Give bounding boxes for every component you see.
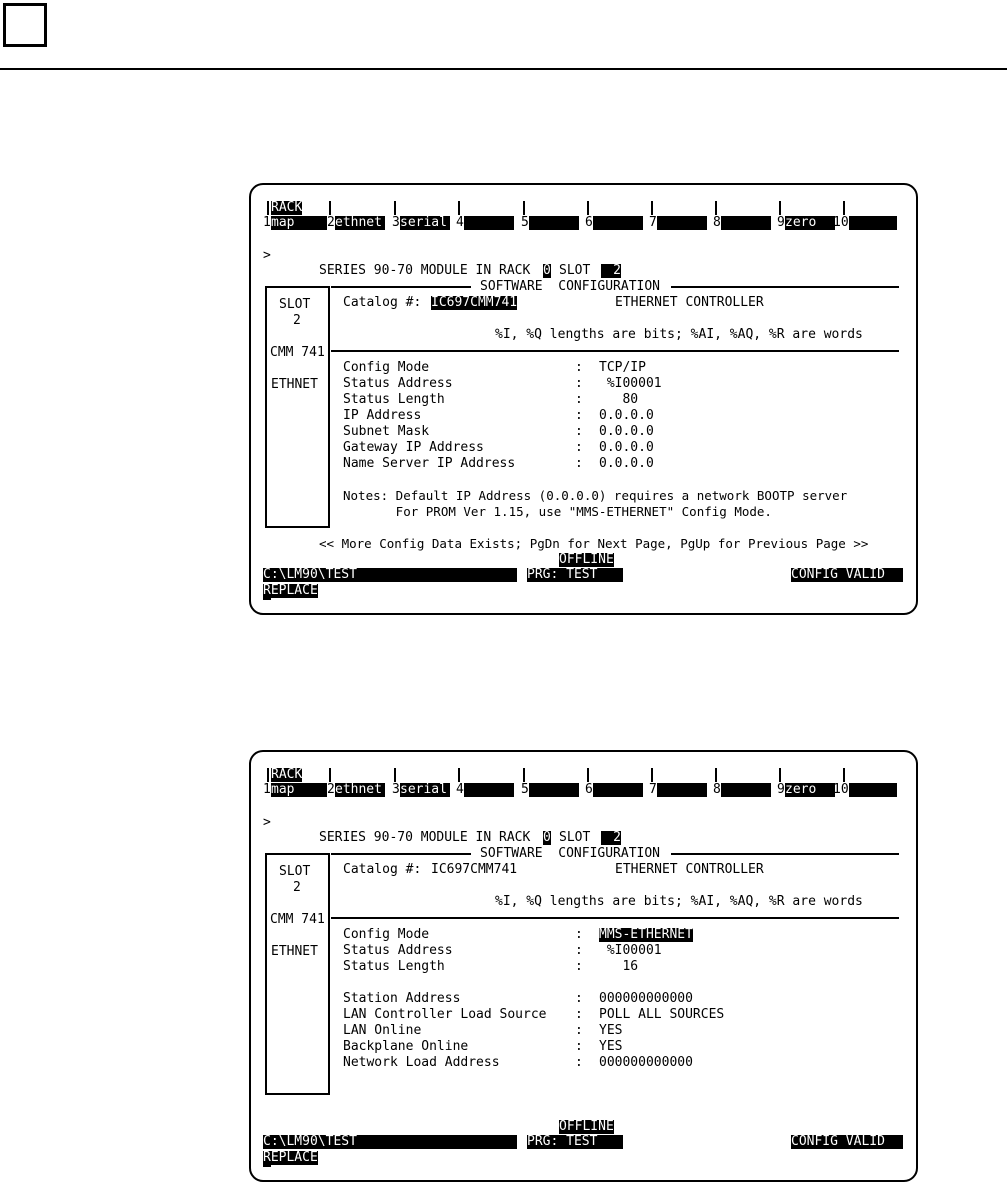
fkey-1-top: RACK: [271, 200, 303, 215]
side-type: ETHNET: [271, 377, 318, 392]
config-valid-status: CONFIG VALID: [791, 568, 903, 582]
offline-status: OFFLINE: [559, 552, 614, 567]
command-prompt: >: [263, 248, 271, 263]
section-title: SOFTWARE CONFIGURATION: [480, 846, 661, 861]
page-header-rule: [0, 68, 1007, 70]
command-prompt: >: [263, 815, 271, 830]
lengths-note: %I, %Q lengths are bits; %AI, %AQ, %R are words: [495, 327, 863, 342]
name-server-ip-field[interactable]: 0.0.0.0: [599, 456, 654, 471]
station-address-field[interactable]: 000000000000: [599, 991, 693, 1006]
status-address-field[interactable]: %I00001: [599, 376, 662, 391]
param-label-load-source: LAN Controller Load Source: [343, 1007, 547, 1022]
param-label-lan-online: LAN Online: [343, 1023, 422, 1038]
param-label-status-length: Status Length: [343, 959, 445, 974]
series-header: SERIES 90-70 MODULE IN RACK: [319, 263, 531, 278]
param-label-subnet-mask: Subnet Mask: [343, 424, 430, 439]
series-header: SERIES 90-70 MODULE IN RACK: [319, 830, 531, 845]
page-corner-box: [3, 3, 47, 47]
config-mode-field[interactable]: TCP/IP: [599, 360, 646, 375]
slot-number[interactable]: 2: [601, 264, 621, 278]
status-length-field[interactable]: 16: [599, 959, 639, 974]
side-slot-number: 2: [293, 313, 301, 328]
edit-mode: REPLACE: [263, 1150, 318, 1165]
lengths-note: %I, %Q lengths are bits; %AI, %AQ, %R are words: [495, 894, 863, 909]
fkey-1-top: RACK: [271, 767, 303, 782]
network-load-address-field[interactable]: 000000000000: [599, 1055, 693, 1070]
lan-online-field[interactable]: YES: [599, 1023, 623, 1038]
module-name: ETHERNET CONTROLLER: [615, 862, 764, 877]
slot-side-panel: [265, 286, 330, 528]
edit-mode: REPLACE: [263, 583, 318, 598]
param-label-status-length: Status Length: [343, 392, 445, 407]
status-length-field[interactable]: 80: [599, 392, 639, 407]
catalog-label: Catalog #:: [343, 862, 422, 877]
param-label-status-address: Status Address: [343, 376, 453, 391]
catalog-field[interactable]: IC697CMM741: [431, 295, 518, 310]
param-label-network-load-address: Network Load Address: [343, 1055, 500, 1070]
config-screen-mms: RACK 1 map 2 ethnet 3 serial 4 5 6 7 8 9 zero 10 > SERIES 90-70 MODULE IN RACK 0 SLOT 2 SOFTWARE CONFIGURATION SLOT 2 CMM 741 ETHNET Catalog #: IC697CMM741 ETHERNET CONTROLLER %I, %Q lengths are bits; %AI, %AQ, %R are words Config Mode Status Address Status Length Station Address LAN Controller Load Source LAN Online Backplane Online Network Load Address : : : : : : : : MMS-ETHERNET %I00001 16 000000000000 POLL ALL SOURCES YES YES 000000000000 OFFLINE C:\LM90\TEST PRG: TEST CONFIG VALID REPLACE: [249, 750, 918, 1182]
rack-number[interactable]: 0: [543, 263, 551, 278]
param-label-name-server: Name Server IP Address: [343, 456, 516, 471]
load-source-field[interactable]: POLL ALL SOURCES: [599, 1007, 725, 1022]
notes-line-1: Notes: Default IP Address (0.0.0.0) requires a network BOOTP server: [343, 488, 848, 503]
param-label-status-address: Status Address: [343, 943, 453, 958]
param-label-station-address: Station Address: [343, 991, 461, 1006]
param-label-ip-address: IP Address: [343, 408, 422, 423]
file-path: C:\LM90\TEST: [263, 1135, 517, 1149]
module-name: ETHERNET CONTROLLER: [615, 295, 764, 310]
side-slot-number: 2: [293, 880, 301, 895]
side-slot-label: SLOT: [279, 864, 311, 879]
program-name: PRG: TEST: [527, 1135, 623, 1149]
slot-label: SLOT: [559, 263, 591, 278]
slot-side-panel: [265, 853, 330, 1095]
side-module: CMM 741: [270, 345, 325, 360]
param-label-config-mode: Config Mode: [343, 360, 430, 375]
text-cursor: [263, 1165, 271, 1167]
config-screen-tcpip: RACK 1 map 2 ethnet 3 serial 4 5 6 7 8 9 zero 10 > SERIES 90-70 MODULE IN RACK 0 SLOT 2 SOFTWARE CONFIGURATION SLOT 2 CMM 741 ETHNET Catalog #: IC697CMM741 ETHERNET CONTROLLER %I, %Q lengths are bits; %AI, %AQ, %R are words Config Mode Status Address Status Length IP Address Subnet Mask Gateway IP Address Name Server IP Address : : : : : : : TCP/IP %I00001 80 0.0.0.0 0.0.0.0 0.0.0.0 0.0.0.0 Notes: Default IP Address (0.0.0.0) requires a network BOOTP server For PROM Ver 1.15, use "MMS-ETHERNET" Config Mode. << More Config Data Exists; PgDn for Next Page, PgUp for Previous Page >> OFFLINE C:\LM90\TEST PRG: TEST CONFIG VALID REPLACE: [249, 183, 918, 615]
status-address-field[interactable]: %I00001: [599, 943, 662, 958]
subnet-mask-field[interactable]: 0.0.0.0: [599, 424, 654, 439]
side-type: ETHNET: [271, 944, 318, 959]
config-mode-field[interactable]: MMS-ETHERNET: [599, 927, 693, 942]
notes-line-2: For PROM Ver 1.15, use "MMS-ETHERNET" Config Mode.: [343, 504, 772, 519]
param-label-gateway: Gateway IP Address: [343, 440, 484, 455]
side-slot-label: SLOT: [279, 297, 311, 312]
gateway-ip-field[interactable]: 0.0.0.0: [599, 440, 654, 455]
param-label-backplane-online: Backplane Online: [343, 1039, 469, 1054]
text-cursor: [263, 598, 271, 600]
rack-number[interactable]: 0: [543, 830, 551, 845]
catalog-field[interactable]: IC697CMM741: [431, 862, 518, 877]
param-label-config-mode: Config Mode: [343, 927, 430, 942]
more-data-hint: << More Config Data Exists; PgDn for Next Page, PgUp for Previous Page >>: [319, 536, 869, 551]
config-valid-status: CONFIG VALID: [791, 1135, 903, 1149]
section-title: SOFTWARE CONFIGURATION: [480, 279, 661, 294]
offline-status: OFFLINE: [559, 1119, 614, 1134]
ip-address-field[interactable]: 0.0.0.0: [599, 408, 654, 423]
program-name: PRG: TEST: [527, 568, 623, 582]
catalog-label: Catalog #:: [343, 295, 422, 310]
backplane-online-field[interactable]: YES: [599, 1039, 623, 1054]
side-module: CMM 741: [270, 912, 325, 927]
slot-label: SLOT: [559, 830, 591, 845]
slot-number[interactable]: 2: [601, 831, 621, 845]
file-path: C:\LM90\TEST: [263, 568, 517, 582]
